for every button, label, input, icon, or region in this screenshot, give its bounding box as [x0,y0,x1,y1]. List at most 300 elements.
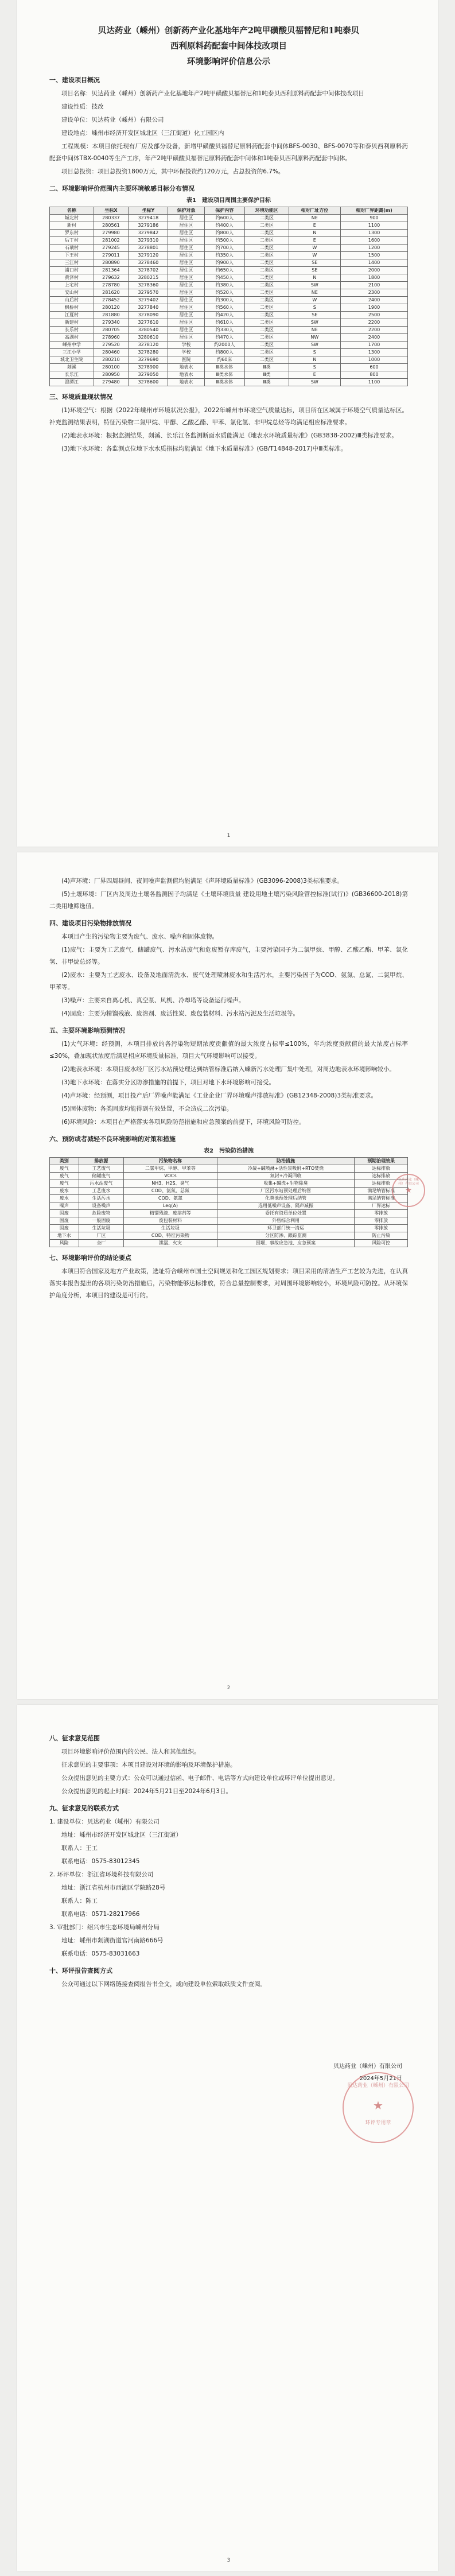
table-cell: 废气 [50,1173,79,1180]
table-row [50,1232,408,1240]
table-cell: 1000 [340,356,407,364]
table-cell: 废气 [50,1165,79,1173]
table-cell: 1200 [340,245,407,252]
table-cell: 风险可控 [355,1240,408,1247]
table-cell: SW [289,342,340,349]
table-row [50,230,408,237]
table-cell: N [289,230,340,237]
table-row [50,319,408,327]
table-row [50,1173,408,1180]
table-cell: 3278120 [129,342,168,349]
table-cell: 居住区 [168,245,204,252]
table-cell: 约600人 [204,215,244,222]
table-cell: 1100 [340,222,407,230]
table-cell: 279245 [94,245,129,252]
paragraph: (5)固体废物：各类固废均能得到有效处置，不会造成二次污染。 [61,1105,233,1112]
paragraph: (3)噪声：主要来自离心机、真空泵、风机、冷却塔等设备运行噪声。 [61,997,245,1004]
table-cell: 二氯甲烷、甲醇、甲苯等 [124,1165,217,1173]
table-cell: 约400人 [204,222,244,230]
table-cell: 3278280 [129,349,168,356]
table-cell: 厂界达标 [355,1202,408,1210]
table-cell: 冷凝+碱喷淋+活性炭吸附+RTO焚烧 [217,1165,355,1173]
table-cell: 280705 [94,327,129,334]
table-cell: 居住区 [168,274,204,282]
table-cell: 二类区 [245,259,289,267]
table-header-cell: 坐标Y [129,207,168,215]
signature-company: 贝达药业（嵊州）有限公司 [333,2063,402,2070]
table-cell: NW [289,334,340,342]
table-cell: 280460 [94,349,129,356]
table-cell: S [289,349,340,356]
table-cell: 2400 [340,297,407,304]
table-cell: 二类区 [245,334,289,342]
table-cell: E [289,222,340,230]
table-cell: 1300 [340,230,407,237]
seal-subtext: 环评专用章 [365,2120,391,2127]
table-header-cell: 保护对象 [168,207,204,215]
table-cell: 约800人 [204,230,244,237]
table-header-cell: 名称 [50,207,94,215]
table-cell: 居住区 [168,319,204,327]
table-cell: 生活污水 [79,1195,124,1202]
table-cell: Ⅲ类水体 [204,364,244,371]
table-cell: 约450人 [204,274,244,282]
table-cell: 居住区 [168,297,204,304]
table-cell: 二类区 [245,274,289,282]
table-caption: 表1 建设项目周围主要保护目标 [186,197,271,204]
table-cell: 新建村 [50,319,94,327]
table-cell: 1600 [340,237,407,245]
paragraph: (1)环境空气：根据《2022年嵊州市环境状况公报》，2022年嵊州市环境空气质量达标，项目所在区域属于环境空气质量达标区。补充监测结果表明，特征污染物二氯甲烷、甲醇、乙酸乙酯、甲苯、氯化氢、非甲烷总烃等均满足相应标准要求。 [49,407,408,426]
table-cell: 学校 [168,349,204,356]
table-cell: 危险废物 [79,1210,124,1217]
paragraph: (2)地表水环境：本项目废水经厂区污水站预处理达到纳管标准后纳入嵊新污水处理厂集中处理，对周边地表水环境影响较小。 [61,1066,395,1073]
table-cell: 地下水 [50,1232,79,1240]
table-header-cell: 相对厂址方位 [289,207,340,215]
table-cell: 3279050 [129,371,168,379]
page-number: 1 [227,833,231,839]
table-header-cell: 坐标X [94,207,129,215]
table-cell: E [289,237,340,245]
table-cell: 污水站废气 [79,1180,124,1188]
table-cell: 地表水 [168,371,204,379]
table-row [50,282,408,289]
paragraph: (1)大气环境：经预测，本项目排放的各污染物短期浓度贡献值的最大浓度占标率≤100%，年均浓度贡献值的最大浓度占标率≤30%，叠加现状浓度后满足相应环境质量标准，项目大气环境影响可以接受。 [49,1041,408,1060]
table-cell: 山后村 [50,297,94,304]
table-cell: 噪声 [50,1202,79,1210]
table-cell: NE [289,327,340,334]
table-cell: 生活垃圾 [79,1225,124,1232]
table-cell: 3280215 [129,274,168,282]
table-cell: SE [289,259,340,267]
paragraph: 建设地点：嵊州市经济开发区城北区（三江街道）化工园区内 [61,130,224,137]
table-cell: 厂区 [79,1232,124,1240]
table-cell: 居住区 [168,282,204,289]
table-cell: 防止污染 [355,1232,408,1240]
paragraph: (2)废水：主要为工艺废水、设备及地面清洗水、废气处理喷淋废水和生活污水，主要污染因子为COD、氨氮、总氮、二氯甲烷、甲苯等。 [49,972,408,991]
table-cell: 1300 [340,349,407,356]
seal-text: 贝达药业（嵊州）有限公司 [398,1178,419,1186]
paragraph: (2)地表水环境：根据监测结果，剡溪、长乐江各监测断面水质能满足《地表水环境质量标准》(GB3838-2002)Ⅲ类标准要求。 [61,432,398,439]
table-cell: 二类区 [245,230,289,237]
table-cell: 约2000人 [204,342,244,349]
table-cell: 二类区 [245,297,289,304]
table-cell: 约300人 [204,297,244,304]
table-cell: VOCs [124,1173,217,1180]
table-cell: 1100 [340,379,407,386]
table-cell: 枫桥村 [50,304,94,312]
table-cell: NE [289,289,340,297]
table-row [50,1217,408,1225]
paragraph: 公众提出意见的起止时间：2024年5月21日至2024年6月3日。 [61,1788,232,1795]
table-cell: 280337 [94,215,129,222]
table-cell: 1800 [340,274,407,282]
table-row [50,252,408,259]
table-cell: 约350人 [204,252,244,259]
table-header-cell: 环境功能区 [245,207,289,215]
table-cell: COD、氨氮、总氮 [124,1188,217,1195]
table-row [50,274,408,282]
table-cell: 278452 [94,297,129,304]
table-cell: 3277610 [129,319,168,327]
table-cell: 储罐废气 [79,1173,124,1180]
section-heading-7: 七、环境影响评价的结论要点 [49,1254,131,1262]
contact-line: 3. 审批部门：绍兴市生态环境局嵊州分局 [49,1924,160,1931]
paragraph: 建设性质：技改 [61,103,104,110]
table-cell: 固废 [50,1225,79,1232]
table-cell: 罗东村 [50,230,94,237]
table-cell: 280890 [94,259,129,267]
table-cell: 固废 [50,1210,79,1217]
table-row [50,1240,408,1247]
table-header-cell: 预期治理效果 [355,1158,408,1165]
table-header-cell: 污染物名称 [124,1158,217,1165]
table-cell: 3278900 [129,364,168,371]
table-cell: Ⅲ类水体 [204,371,244,379]
table-cell: 3277840 [129,304,168,312]
table-cell: 约60床 [204,356,244,364]
table-cell: 厂区污水站预处理后纳管 [217,1188,355,1195]
table-cell: 二类区 [245,356,289,364]
table-cell: SE [289,267,340,274]
paragraph: (4)声环境：厂界四周昼间、夜间噪声监测值均能满足《声环境质量标准》(GB3096-2008)3类标准要求。 [61,878,343,884]
table-cell: 约500人 [204,237,244,245]
table-cell: Ⅲ类水体 [204,379,244,386]
table-cell: S [289,304,340,312]
table-cell: 上宅村 [50,282,94,289]
table-cell: 约380人 [204,282,244,289]
table-cell: 居住区 [168,327,204,334]
section-heading-5: 五、主要环境影响预测情况 [49,1027,125,1034]
table-cell: 居住区 [168,312,204,319]
table-cell: 高湖村 [50,334,94,342]
table-cell: 外售综合利用 [217,1217,355,1225]
contact-line: 地址：嵊州市剡湖街道官河南路666号 [61,1937,164,1944]
table-cell: W [289,245,340,252]
table-row [50,1210,408,1217]
table-row [50,259,408,267]
table-cell: 3280540 [129,327,168,334]
table-cell: 石璜村 [50,245,94,252]
table-cell: 城北村 [50,215,94,222]
paragraph: (3)地下水环境：各监测点位地下水水质指标均能满足《地下水质量标准》(GB/T14848-2017)中Ⅲ类标准。 [61,445,347,452]
table-cell: W [289,297,340,304]
table-cell: 3278090 [129,312,168,319]
table-cell: 3278600 [129,379,168,386]
table-cell: 约420人 [204,312,244,319]
table-cell: 居住区 [168,222,204,230]
paragraph: (1)废气：主要为工艺废气、储罐废气、污水站废气和危废暂存库废气，主要污染因子为二氯甲烷、甲醇、乙酸乙酯、甲苯、氯化氢、非甲烷总烃等。 [49,946,408,965]
section-heading-10: 十、环评报告查阅方式 [49,1967,112,1974]
table-row [50,349,408,356]
table-cell: 选用低噪声设备、隔声减振 [217,1202,355,1210]
table-cell: Ⅲ类 [245,364,289,371]
table-cell: 2200 [340,319,407,327]
table-cell: 二类区 [245,349,289,356]
table-cell: 1900 [340,304,407,312]
table-cell: 约900人 [204,259,244,267]
table-row [50,312,408,319]
contact-line: 联系电话：0575-83012345 [61,1858,140,1865]
doc-title-line3: 环境影响评价信息公示 [187,57,270,67]
paragraph: (4)声环境：经预测，项目投产后厂界噪声能满足《工业企业厂界环境噪声排放标准》(GB12348-2008)3类标准要求。 [61,1092,377,1099]
table-cell: 280561 [94,222,129,230]
table-cell: 达标排放 [355,1173,408,1180]
table-header-cell: 防治措施 [217,1158,355,1165]
paragraph: 建设单位：贝达药业（嵊州）有限公司 [61,117,164,123]
table-cell: SW [289,379,340,386]
contact-line: 地址：嵊州市经济开发区城北区（三江街道） [61,1832,182,1838]
table-cell: COD、氨氮 [124,1195,217,1202]
table-cell: 3279842 [129,230,168,237]
table-cell: 281880 [94,312,129,319]
table-cell: 3278460 [129,259,168,267]
table-cell: 全厂 [79,1240,124,1247]
table-cell: 居住区 [168,252,204,259]
doc-title-line1: 贝达药业（嵊州）创新药产业化基地年产2吨甲磺酸贝福替尼和1吨泰贝 [98,26,360,36]
paragraph: 公众可通过以下网络链接查阅报告书全文，或向建设单位索取纸质文件查阅。 [61,1981,266,1988]
table-cell: Leq(A) [124,1202,217,1210]
section-heading-1: 一、建设项目概况 [49,76,100,84]
contact-line: 联系电话：0575-83031663 [61,1950,140,1957]
table-row [50,327,408,334]
table-cell: 281364 [94,267,129,274]
table-cell: 3279418 [129,215,168,222]
contact-line: 联系人：王工 [61,1845,98,1852]
table-header-cell: 排放源 [79,1158,124,1165]
section-heading-4: 四、建设项目污染物排放情况 [49,920,131,927]
table-header-cell: 相对厂界距离(m) [340,207,407,215]
table-cell: 1700 [340,342,407,349]
table-cell: 二类区 [245,252,289,259]
table-cell: 1500 [340,252,407,259]
star-icon: ★ [405,1186,413,1196]
table-cell: 约610人 [204,319,244,327]
table-cell: 281620 [94,289,129,297]
table-cell: 约520人 [204,289,244,297]
section-heading-3: 三、环境质量现状情况 [49,393,112,401]
sensitive-targets-table [49,207,408,386]
table-cell: 满足纳管标准 [355,1195,408,1202]
table-cell: 满足纳管标准 [355,1188,408,1195]
paragraph: 工程规模：本项目依托现有厂房及部分设备，新增甲磺酸贝福替尼原料药配套中间体BFS-0030、BFS-0070等和泰贝西利原料药配套中间体TBX-0040等生产工序，年产2吨甲磺酸贝福替尼原料药配套中间体和1吨泰贝西利原料药配套中间体。 [49,143,408,162]
table-cell: 学校 [168,342,204,349]
table-cell: 2000 [340,267,407,274]
table-cell: 279520 [94,342,129,349]
table-cell: 委托有资质单位处置 [217,1210,355,1217]
table-cell: 达标排放 [355,1180,408,1188]
table-cell: 800 [340,371,407,379]
table-row [50,1225,408,1232]
table-cell: 居住区 [168,259,204,267]
table-cell: 零排放 [355,1225,408,1232]
page-number: 3 [227,2558,231,2563]
table-cell: 长乐江 [50,371,94,379]
table-cell: 收集+碱洗+生物除臭 [217,1180,355,1188]
table-cell: 环卫部门统一清运 [217,1225,355,1232]
table-cell: 下王村 [50,252,94,259]
table-row [50,215,408,222]
table-cell: COD、特征污染物 [124,1232,217,1240]
table-cell: 化粪池预处理后纳管 [217,1195,355,1202]
table-cell: 废水 [50,1195,79,1202]
table-row [50,267,408,274]
table-cell: 居住区 [168,267,204,274]
table-cell: 二类区 [245,215,289,222]
table-cell: 后丁村 [50,237,94,245]
table-cell: SW [289,319,340,327]
table-cell: 黄泽村 [50,274,94,282]
contact-line: 1. 建设单位：贝达药业（嵊州）有限公司 [49,1818,160,1825]
paragraph: 项目总投资：项目总投资1800万元，其中环保投资约120万元，占总投资的6.7%。 [61,168,285,175]
table-cell: 约470人 [204,334,244,342]
table-cell: Ⅲ类 [245,379,289,386]
table-cell: W [289,252,340,259]
table-cell: 1400 [340,259,407,267]
table-cell: 二类区 [245,319,289,327]
table-cell: 江夏村 [50,312,94,319]
table-cell: 3280610 [129,334,168,342]
table-cell: 3279402 [129,297,168,304]
table-header-cell: 保护内容 [204,207,244,215]
table-cell: 279340 [94,319,129,327]
table-cell: 3279186 [129,222,168,230]
table-cell: 地表水 [168,364,204,371]
table-cell: 居住区 [168,334,204,342]
table-cell: 废包装材料 [124,1217,217,1225]
table-cell: 居住区 [168,215,204,222]
table-cell: 2400 [340,334,407,342]
table-cell: 居住区 [168,230,204,237]
contact-line: 联系人：陈工 [61,1898,98,1904]
table-cell: 二类区 [245,237,289,245]
table-cell: 分区防渗、跟踪监测 [217,1232,355,1240]
table-caption: 表2 污染防治措施 [204,1148,254,1154]
table-cell: 城北卫生院 [50,356,94,364]
table-cell: N [289,356,340,364]
table-cell: 280210 [94,356,129,364]
star-icon: ★ [373,2098,383,2112]
table-cell: 工艺废水 [79,1188,124,1195]
table-cell: 设备噪声 [79,1202,124,1210]
section-heading-9: 九、征求意见的联系方式 [49,1805,119,1812]
table-cell: 3279120 [129,252,168,259]
table-cell: 2300 [340,289,407,297]
seal-stamp-large [343,2072,414,2143]
page-number: 2 [227,1685,231,1691]
table-cell: SW [289,282,340,289]
section-heading-2: 二、环境影响评价范围内主要环境敏感目标分布情况 [49,185,195,192]
table-cell: 900 [340,215,407,222]
paragraph: (3)地下水环境：在落实分区防渗措施的前提下，项目对地下水环境影响可接受。 [61,1079,275,1086]
table-row [50,222,408,230]
table-row [50,364,408,371]
seal-stamp-small [392,1174,425,1207]
table-cell: 279480 [94,379,129,386]
table-cell: 生活垃圾 [124,1225,217,1232]
table-row [50,1195,408,1202]
table-row [50,379,408,386]
contact-line: 联系电话：0571-28217966 [61,1911,140,1918]
table-cell: 279011 [94,252,129,259]
document-page-2 [17,852,438,1699]
table-cell: 3278801 [129,245,168,252]
table-cell: 280100 [94,364,129,371]
table-row [50,297,408,304]
doc-title-line2: 西利原料药配套中间体技改项目 [170,41,287,51]
table-cell: 280120 [94,304,129,312]
table-cell: NE [289,215,340,222]
table-cell: 零排放 [355,1217,408,1225]
contact-line: 2. 环评单位：浙江省环境科技有限公司 [49,1871,154,1878]
table-cell: 浦口村 [50,267,94,274]
table-cell: 二类区 [245,312,289,319]
contact-line: 地址：浙江省杭州市西湖区学院路28号 [61,1884,166,1891]
table-cell: N [289,274,340,282]
table-cell: 达标排放 [355,1165,408,1173]
table-row [50,1180,408,1188]
table-row [50,289,408,297]
table-cell: 二类区 [245,289,289,297]
paragraph: 项目名称：贝达药业（嵊州）创新药产业化基地年产2吨甲磺酸贝福替尼和1吨泰贝西利原料药配套中间体技改项目 [61,90,364,97]
table-cell: 三江村 [50,259,94,267]
table-row [50,1202,408,1210]
table-row [50,371,408,379]
table-cell: 居住区 [168,237,204,245]
table-cell: 澄潭江 [50,379,94,386]
paragraph: 本项目产生的污染物主要为废气、废水、噪声和固体废物。 [61,933,218,940]
table-cell: 工艺废气 [79,1165,124,1173]
document-page-3 [17,1705,438,2571]
table-cell: 二类区 [245,342,289,349]
table-cell: Ⅲ类 [245,371,289,379]
table-cell: 居住区 [168,289,204,297]
table-cell: E [289,371,340,379]
paragraph: 公众提出意见的主要方式：公众可以通过信函、电子邮件、电话等方式向建设单位或环评单位提出意见。 [61,1775,339,1782]
table-row [50,304,408,312]
table-cell: 约700人 [204,245,244,252]
table-cell: 二类区 [245,245,289,252]
table-cell: 固废 [50,1217,79,1225]
table-cell: 约330人 [204,327,244,334]
document-page-1 [17,0,438,847]
table-cell: 二类区 [245,222,289,230]
table-cell: 3279690 [129,356,168,364]
table-cell: 279980 [94,230,129,237]
table-cell: 3278702 [129,267,168,274]
table-cell: 风险 [50,1240,79,1247]
table-cell: 一般固废 [79,1217,124,1225]
